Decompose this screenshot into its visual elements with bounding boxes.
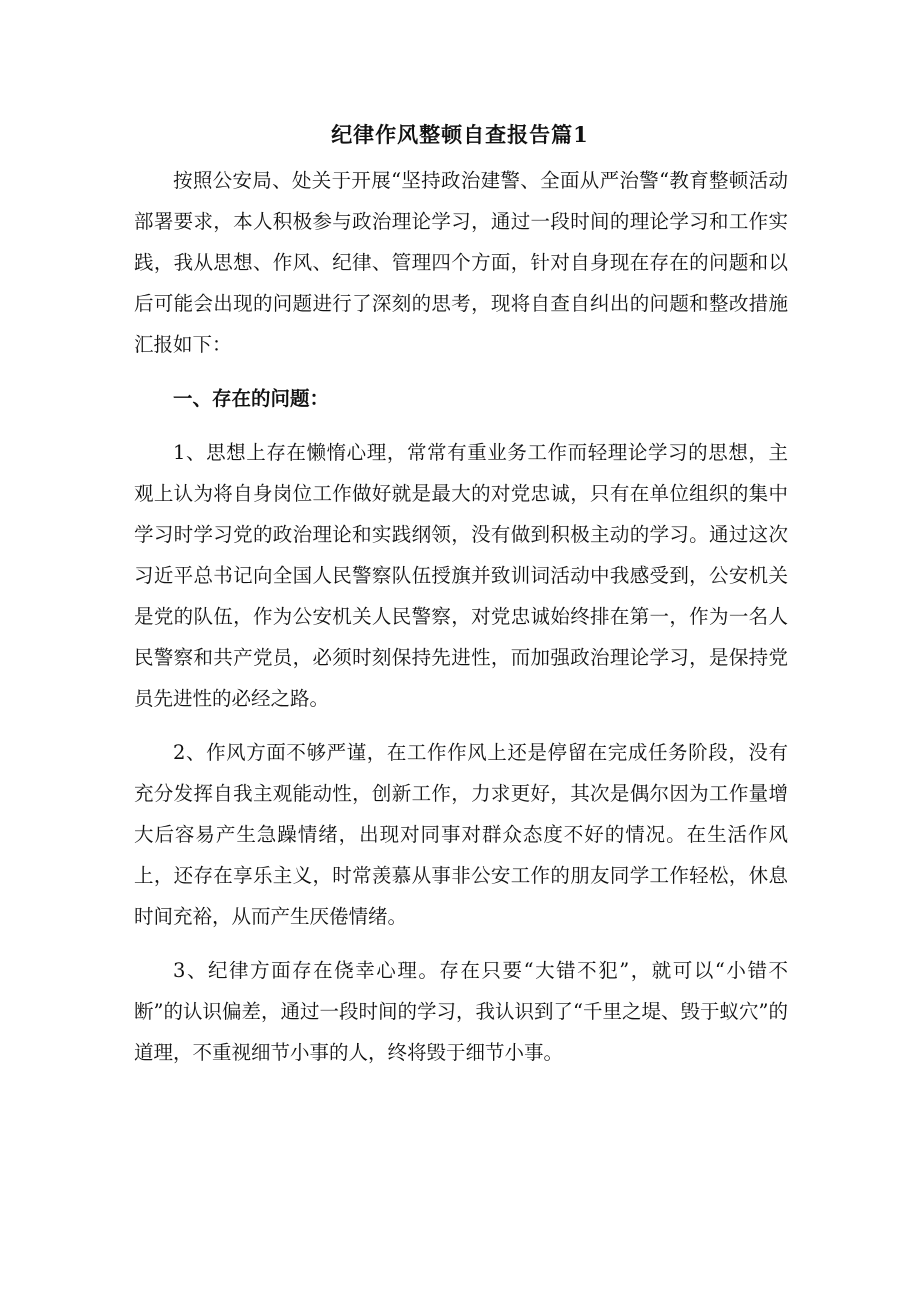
- spacer: [134, 937, 788, 950]
- problem-item-2: 2、作风方面不够严谨，在工作作风上还是停留在完成任务阶段，没有充分发挥自我主观能动性，创新工作，力求更好，其次是偶尔因为工作量增大后容易产生急躁情绪，出现对同事对群众态度不好的情况。在生活作风上，还存在享乐主义，时常羡慕从事非公安工作的朋友同学工作轻松，休息时间充裕，从而产生厌倦情绪。: [134, 741, 788, 928]
- spacer: [134, 719, 788, 732]
- spacer: [134, 365, 788, 378]
- document-title: 纪律作风整顿自查报告篇1: [331, 122, 589, 147]
- problem-item-1: 1、思想上存在懒惰心理，常常有重业务工作而轻理论学习的思想，主观上认为将自身岗位工作做好就是最大的对党忠诚，只有在单位组织的集中学习时学习党的政治理论和实践纲领，没有做到积极主动的学习。通过这次习近平总书记向全国人民警察队伍授旗并致训词活动中我感受到，公安机关是党的队伍，作为公安机关人民警察，对党忠诚始终排在第一，作为一名人民警察和共产党员，必须时刻保持先进性，而加强政治理论学习，是保持党员先进性的必经之路。: [134, 441, 788, 710]
- document-body: [134, 160, 788, 1073]
- spacer: [134, 419, 788, 432]
- problem-item-3: 3、纪律方面存在侥幸心理。存在只要“大错不犯”，就可以“小错不断”的认识偏差，通过一段时间的学习，我认识到了“千里之堤、毁于蚁穴”的道理，不重视细节小事的人，终将毁于细节小事。: [134, 959, 788, 1064]
- intro-paragraph: 按照公安局、处关于开展“坚持政治建警、全面从严治警“教育整顿活动部署要求，本人积极参与政治理论学习，通过一段时间的理论学习和工作实践，我从思想、作风、纪律、管理四个方面，针对自身现在存在的问题和以后可能会出现的问题进行了深刻的思考，现将自查自纠出的问题和整改措施汇报如下：: [134, 169, 788, 356]
- section-heading: 一、存在的问题：: [173, 387, 330, 410]
